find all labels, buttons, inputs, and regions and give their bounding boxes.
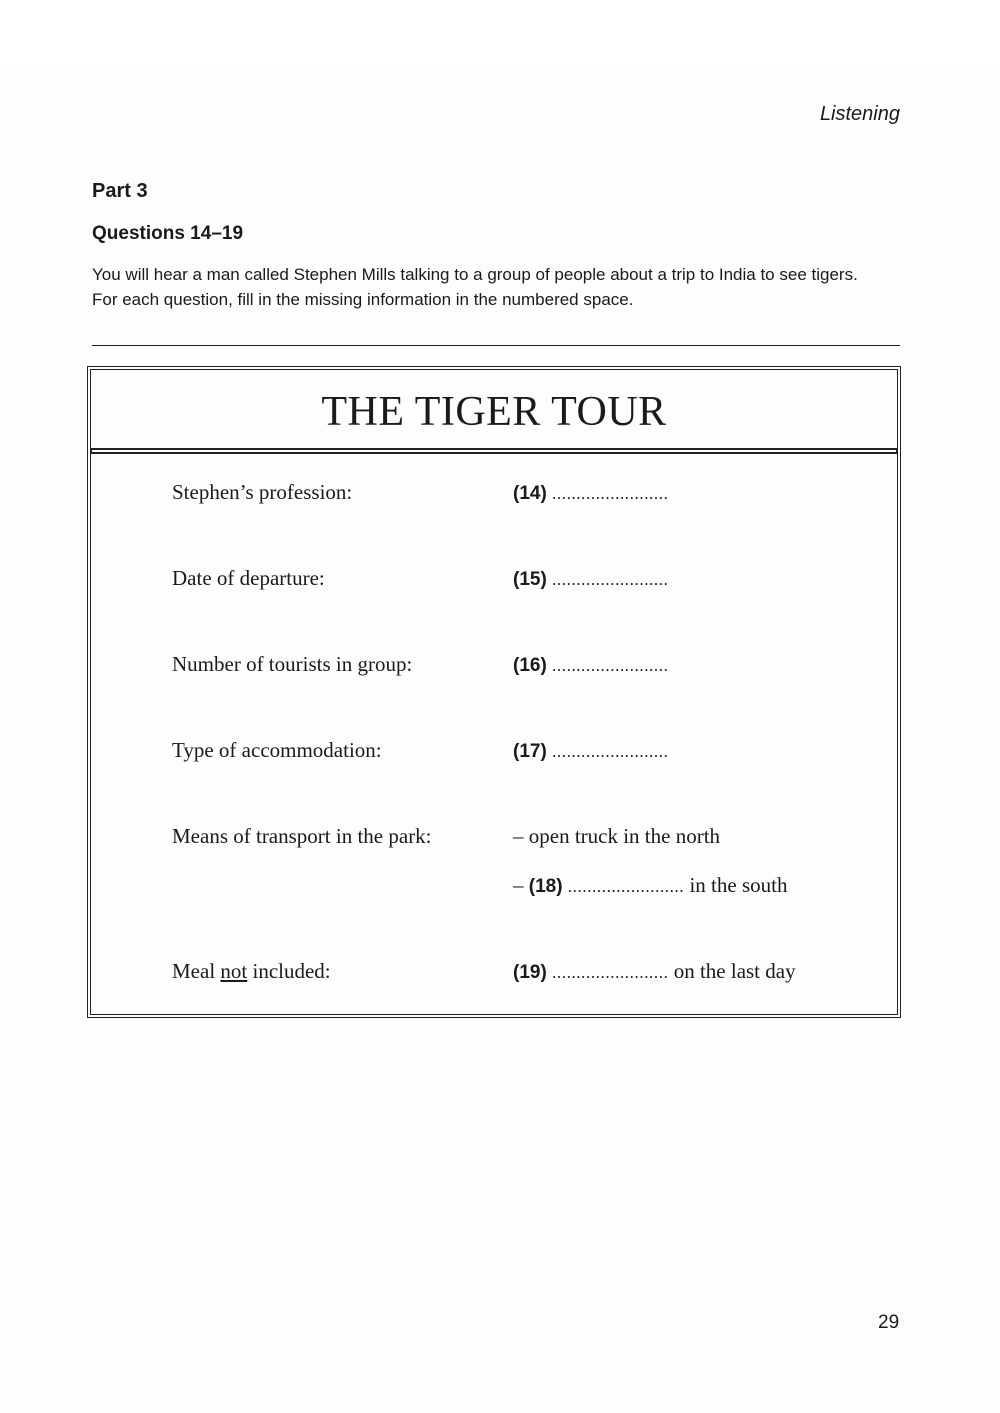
dash: – — [513, 873, 524, 897]
answer-field-16[interactable] — [513, 652, 668, 677]
answer-blank[interactable]: ........................ — [552, 742, 669, 761]
answer-field-15[interactable] — [513, 566, 668, 591]
divider — [92, 345, 900, 346]
question-number: (14) — [513, 483, 547, 504]
row-label: Stephen’s profession: — [172, 480, 353, 504]
section-label: Listening — [819, 103, 900, 125]
form-row-profession — [91, 480, 897, 520]
tiger-tour-form — [90, 369, 898, 1015]
question-number: (16) — [513, 655, 547, 676]
answer-field-18[interactable] — [513, 873, 787, 898]
question-number: (18) — [528, 876, 563, 897]
row-label-end: included: — [252, 959, 331, 983]
form-row-transport-south — [91, 873, 897, 913]
page-number: 29 — [878, 1312, 900, 1333]
answer-blank[interactable]: ........................ — [552, 963, 669, 982]
row-label: Means of transport in the park: — [172, 824, 432, 848]
row-label: Date of departure: — [172, 566, 325, 590]
answer-field-14[interactable] — [513, 480, 668, 505]
answer-blank[interactable]: ........................ — [552, 570, 669, 589]
form-row-accommodation — [91, 738, 897, 778]
answer-suffix: on the last day — [673, 959, 796, 983]
instructions — [92, 262, 892, 312]
page-top-band — [0, 0, 1000, 64]
form-row-departure-date — [91, 566, 897, 606]
part-title: Part 3 — [92, 180, 148, 202]
instruction-line-2: For each question, fill in the missing information in the numbered space. — [92, 290, 634, 309]
question-number: (15) — [513, 569, 547, 590]
question-number: (17) — [513, 741, 547, 762]
question-number: (19) — [513, 962, 547, 983]
answer-blank[interactable]: ........................ — [552, 484, 669, 503]
form-row-tourist-count — [91, 652, 897, 692]
answer-blank[interactable]: ........................ — [567, 877, 685, 896]
row-label-emphasis: not — [220, 959, 248, 983]
transport-north-text: – open truck in the north — [513, 824, 721, 848]
row-label: Type of accommodation: — [172, 738, 382, 762]
questions-range-title: Questions 14–19 — [92, 223, 244, 244]
instruction-line-1: You will hear a man called Stephen Mills talking to a group of people about a trip to India to see tigers. — [92, 265, 858, 284]
row-label — [172, 959, 331, 984]
answer-field-19[interactable] — [513, 959, 796, 984]
row-label-start: Meal — [172, 959, 216, 983]
form-row-meal — [91, 959, 897, 999]
answer-blank[interactable]: ........................ — [552, 656, 669, 675]
row-label: Number of tourists in group: — [172, 652, 413, 676]
form-row-transport — [91, 824, 897, 864]
form-title: THE TIGER TOUR — [321, 389, 667, 435]
answer-field-17[interactable] — [513, 738, 668, 763]
answer-suffix: in the south — [689, 873, 788, 897]
form-header — [91, 370, 897, 450]
